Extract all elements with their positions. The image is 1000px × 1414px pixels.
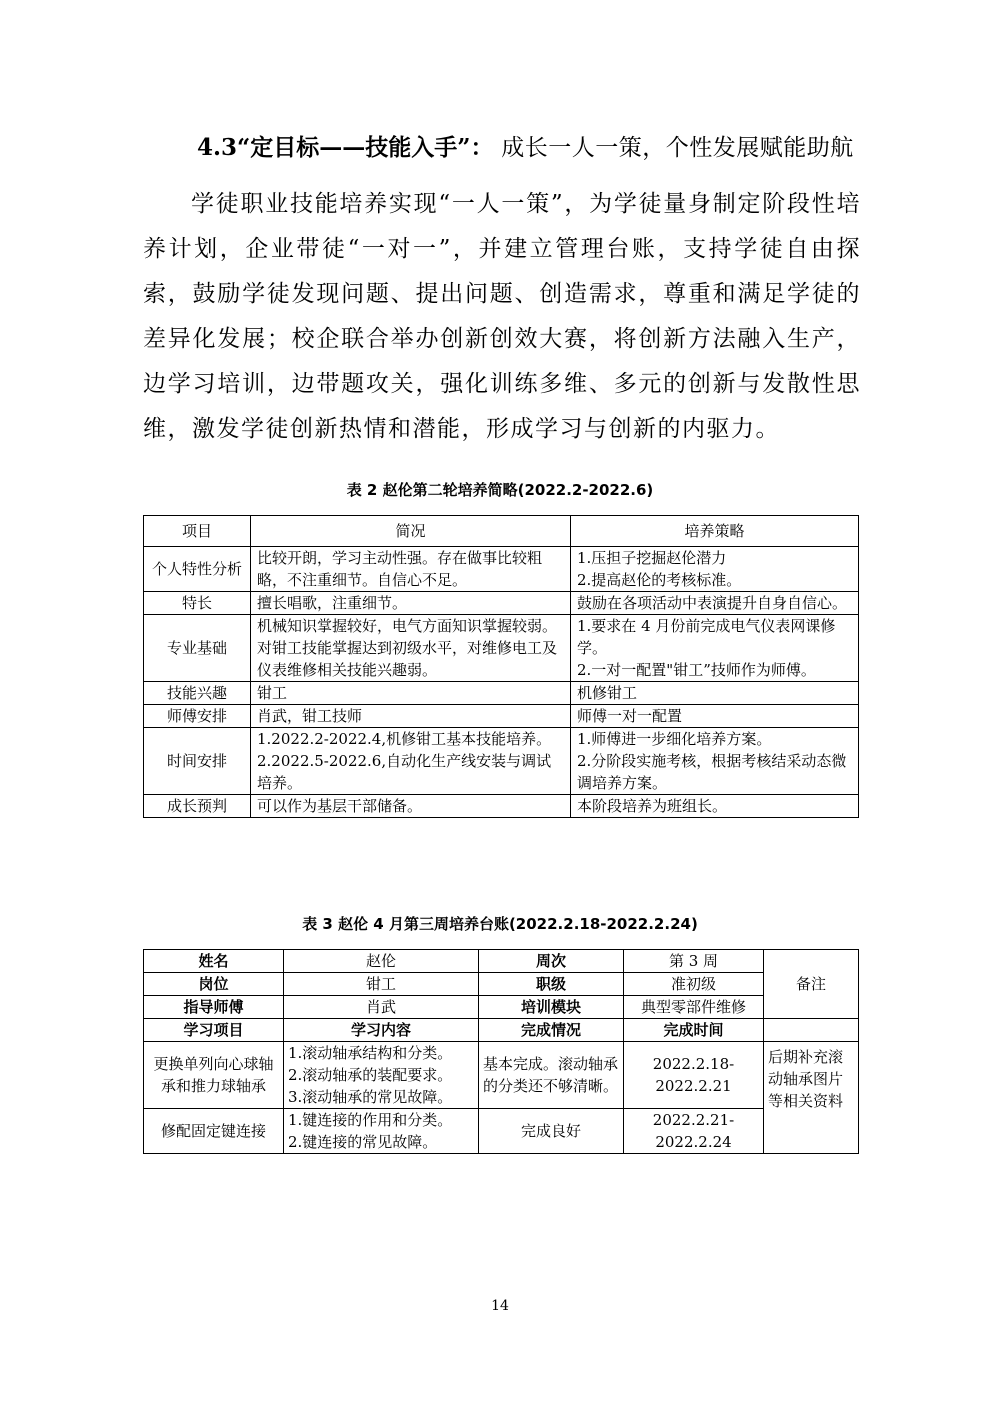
table3 xyxy=(143,949,859,1154)
table2-item-cell: 特长 xyxy=(144,592,251,615)
table2-body xyxy=(144,547,859,818)
table2-summary-cell: 擅长唱歌，注重细节。 xyxy=(251,592,571,615)
table3-value-cell: 典型零部件维修 xyxy=(624,996,764,1019)
table2-strategy-cell: 1.压担子挖掘赵伦潜力 2.提高赵伦的考核标准。 xyxy=(571,547,859,592)
table3-label-cell: 岗位 xyxy=(144,973,284,996)
table3-label-cell: 指导师傅 xyxy=(144,996,284,1019)
table3-time-cell: 2022.2.18- 2022.2.21 xyxy=(624,1042,764,1109)
table2-strategy-cell: 师傅一对一配置 xyxy=(571,705,859,728)
table3-header-cell: 完成时间 xyxy=(624,1019,764,1042)
table3-status-cell: 基本完成。滚动轴承的分类还不够清晰。 xyxy=(479,1042,624,1109)
table2-header-cell: 简况 xyxy=(251,516,571,547)
table2-strategy-cell: 1.要求在 4 月份前完成电气仪表网课修学。 2.一对一配置"钳工”技师作为师傅。 xyxy=(571,615,859,682)
table2-summary-cell: 1.2022.2-2022.4,机修钳工基本技能培养。 2.2022.5-2022.6,自动化生产线安装与调试培养。 xyxy=(251,728,571,795)
table2-strategy-cell: 机修钳工 xyxy=(571,682,859,705)
section-heading-number-title: 4.3“定目标——技能入手”： xyxy=(197,134,494,161)
table2-row xyxy=(144,615,859,682)
table3-empty-cell xyxy=(764,1019,859,1042)
table3-value-cell: 赵伦 xyxy=(284,950,479,973)
table2-item-cell: 成长预判 xyxy=(144,795,251,818)
table2-item-cell: 技能兴趣 xyxy=(144,682,251,705)
table3-status-cell: 完成良好 xyxy=(479,1109,624,1154)
table3-remark-header: 备注 xyxy=(764,950,859,1019)
table3-value-cell: 准初级 xyxy=(624,973,764,996)
table2-summary-cell: 肖武，钳工技师 xyxy=(251,705,571,728)
section-heading xyxy=(197,133,867,163)
table3-label-cell: 姓名 xyxy=(144,950,284,973)
table2-row xyxy=(144,795,859,818)
table3-info-row xyxy=(144,973,859,996)
table2-item-cell: 师傅安排 xyxy=(144,705,251,728)
table3-content-cell: 1.键连接的作用和分类。 2.键连接的常见故障。 xyxy=(284,1109,479,1154)
body-paragraph: 学徒职业技能培养实现“一人一策”，为学徒量身制定阶段性培养计划，企业带徒“一对一”，并建立管理台账，支持学徒自由探索，鼓励学徒发现问题、提出问题、创造需求，尊重和满足学徒的差异化发展；校企联合举办创新创效大赛，将创新方法融入生产，边学习培训，边带题攻关，强化训练多维、多元的创新与发散性思维，激发学徒创新热情和潜能，形成学习与创新的内驱力。 xyxy=(143,191,861,442)
table3-label-cell: 职级 xyxy=(479,973,624,996)
table3-label-cell: 周次 xyxy=(479,950,624,973)
table3-header-row xyxy=(144,1019,859,1042)
table2-header-cell: 项目 xyxy=(144,516,251,547)
table2 xyxy=(143,515,859,818)
table2-item-cell: 个人特性分析 xyxy=(144,547,251,592)
table2-summary-cell: 机械知识掌握较好，电气方面知识掌握较弱。对钳工技能掌握达到初级水平，对维修电工及仪表维修相关技能兴趣弱。 xyxy=(251,615,571,682)
table3-time-cell: 2022.2.21- 2022.2.24 xyxy=(624,1109,764,1154)
table3-value-cell: 钳工 xyxy=(284,973,479,996)
table3-value-cell: 肖武 xyxy=(284,996,479,1019)
table3-header-cell: 学习内容 xyxy=(284,1019,479,1042)
table2-row xyxy=(144,728,859,795)
table2-strategy-cell: 本阶段培养为班组长。 xyxy=(571,795,859,818)
page-number: 14 xyxy=(491,1298,509,1314)
table3-row xyxy=(144,1042,859,1109)
table2-strategy-cell: 1.师傅进一步细化培养方案。 2.分阶段实施考核，根据考核结采动态微调培养方案。 xyxy=(571,728,859,795)
table2-row xyxy=(144,547,859,592)
table3-row xyxy=(144,1109,859,1154)
table3-caption: 表 3 赵伦 4 月第三周培养台账(2022.2.18-2022.2.24) xyxy=(302,915,698,933)
table2-header-row xyxy=(144,516,859,547)
table2-row xyxy=(144,705,859,728)
table3-remark-cell: 后期补充滚动轴承图片等相关资料 xyxy=(764,1042,859,1154)
table2-summary-cell: 钳工 xyxy=(251,682,571,705)
table2-item-cell: 专业基础 xyxy=(144,615,251,682)
table2-summary-cell: 比较开朗，学习主动性强。存在做事比较粗略，不注重细节。自信心不足。 xyxy=(251,547,571,592)
table2-row xyxy=(144,682,859,705)
table3-item-cell: 更换单列向心球轴承和推力球轴承 xyxy=(144,1042,284,1109)
table2-header-cell: 培养策略 xyxy=(571,516,859,547)
section-heading-subtitle: 成长一人一策，个性发展赋能助航 xyxy=(501,135,854,161)
table2-summary-cell: 可以作为基层干部储备。 xyxy=(251,795,571,818)
table2-strategy-cell: 鼓励在各项活动中表演提升自身自信心。 xyxy=(571,592,859,615)
table2-item-cell: 时间安排 xyxy=(144,728,251,795)
table3-label-cell: 培训模块 xyxy=(479,996,624,1019)
table3-item-cell: 修配固定键连接 xyxy=(144,1109,284,1154)
table3-header-cell: 学习项目 xyxy=(144,1019,284,1042)
table3-content-cell: 1.滚动轴承结构和分类。 2.滚动轴承的装配要求。 3.滚动轴承的常见故障。 xyxy=(284,1042,479,1109)
table3-value-cell: 第 3 周 xyxy=(624,950,764,973)
table2-caption: 表 2 赵伦第二轮培养简略(2022.2-2022.6) xyxy=(346,481,654,499)
table3-info-row xyxy=(144,950,859,973)
table3-header-cell: 完成情况 xyxy=(479,1019,624,1042)
table2-row xyxy=(144,592,859,615)
table3-info-row xyxy=(144,996,859,1019)
